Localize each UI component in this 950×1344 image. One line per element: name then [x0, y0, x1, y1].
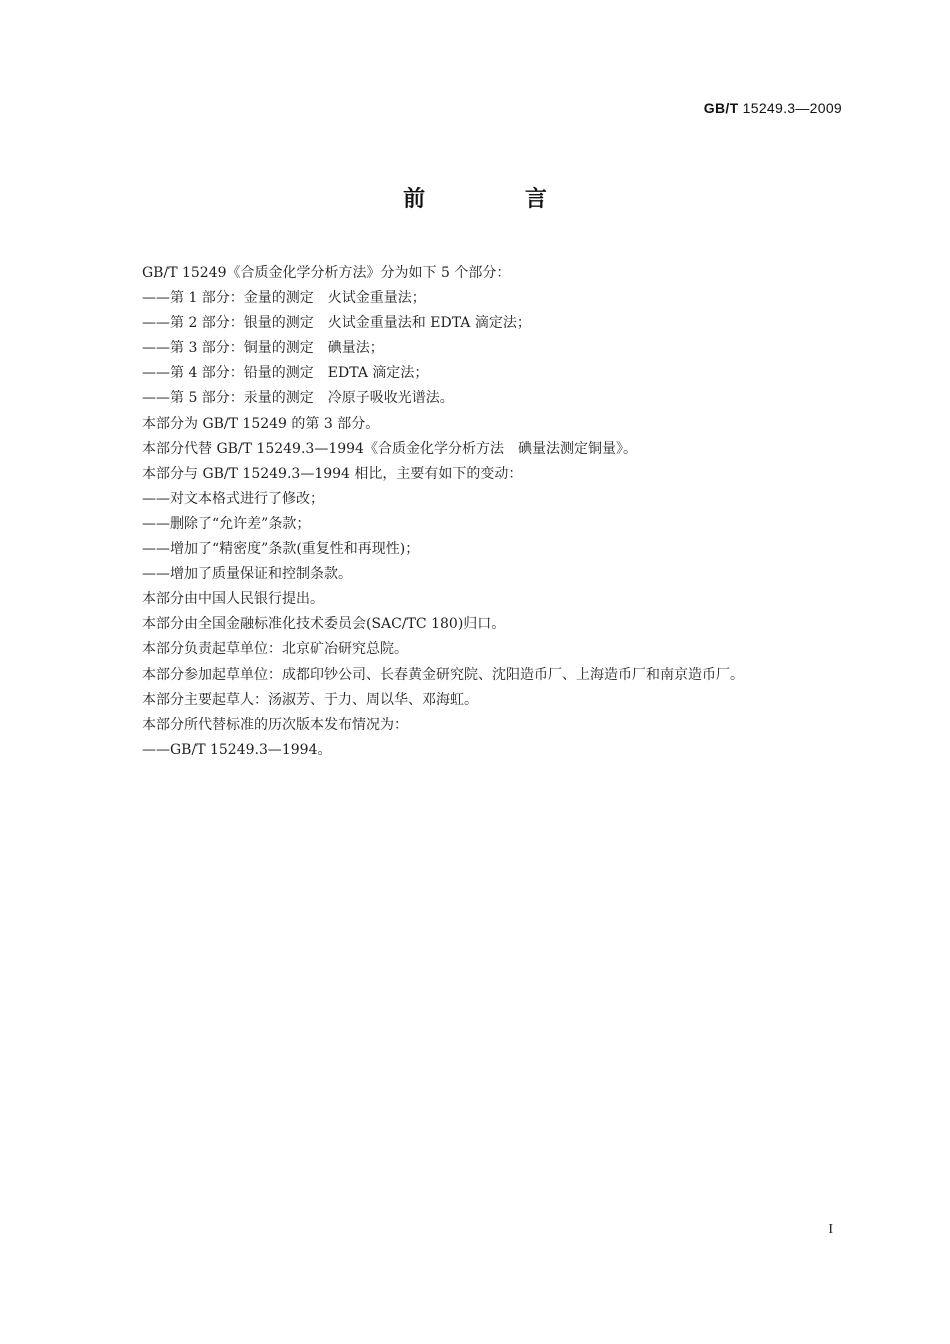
text-line: 本部分为 GB/T 15249 的第 3 部分。 [142, 415, 380, 432]
text-line: 本部分与 GB/T 15249.3—1994 相比，主要有如下的变动： [142, 465, 523, 482]
foreword-body [142, 261, 842, 763]
text-line: ——第 4 部分：铅量的测定 EDTA 滴定法； [142, 365, 429, 382]
text-line: GB/T 15249《合质金化学分析方法》分为如下 5 个部分： [142, 265, 511, 281]
standard-code [704, 100, 842, 116]
text-line: 本部分参加起草单位：成都印钞公司、长春黄金研究院、沈阳造币厂、上海造币厂和南京造币厂。 [142, 666, 744, 683]
text-line: ——删除了“允许差”条款； [142, 515, 311, 532]
text-line: ——第 3 部分：铜量的测定 碘量法； [142, 340, 384, 357]
text-line: ——增加了质量保证和控制条款。 [142, 566, 352, 583]
text-line: ——第 5 部分：汞量的测定 冷原子吸收光谱法。 [142, 390, 454, 407]
text-line: ——第 2 部分：银量的测定 火试金重量法和 EDTA 滴定法； [142, 315, 531, 332]
page-title: 前 言 [403, 187, 593, 212]
text-line: ——对文本格式进行了修改； [142, 490, 324, 507]
text-line: 本部分由中国人民银行提出。 [142, 591, 324, 608]
text-line: 本部分负责起草单位：北京矿冶研究总院。 [142, 641, 408, 658]
text-line: 本部分所代替标准的历次版本发布情况为： [142, 716, 408, 733]
text-line: 本部分由全国金融标准化技术委员会(SAC/TC 180)归口。 [142, 616, 506, 633]
text-line: ——增加了“精密度”条款(重复性和再现性)； [142, 541, 420, 558]
text-line: ——GB/T 15249.3—1994。 [142, 741, 332, 758]
standard-code-prefix: GB/T [703, 100, 739, 116]
standard-code-number: 15249.3—2009 [742, 100, 842, 116]
text-line: 本部分代替 GB/T 15249.3—1994《合质金化学分析方法 碘量法测定铜量》。 [142, 440, 637, 457]
text-line: 本部分主要起草人：汤淑芳、于力、周以华、邓海虹。 [142, 691, 478, 708]
page-number: I [828, 1222, 833, 1237]
text-line: ——第 1 部分：金量的测定 火试金重量法； [142, 290, 426, 307]
